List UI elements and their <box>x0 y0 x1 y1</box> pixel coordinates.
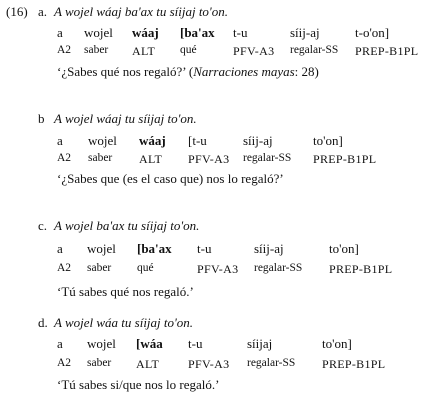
morph-word: wojel <box>87 336 116 351</box>
gloss-word: regalar-SS <box>254 262 303 274</box>
gloss-word: qué <box>137 262 154 274</box>
sub-example-label-a: a. <box>38 4 48 19</box>
gloss-word: PREP-B1PL <box>329 262 393 276</box>
gloss-word: PFV-A3 <box>197 262 239 276</box>
headline-c: A wojel ba'ax tu síijaj to'on. <box>54 218 200 233</box>
sub-example-label-b: b <box>38 111 45 126</box>
gloss-word: PREP-B1PL <box>313 152 377 166</box>
gloss-word: saber <box>87 357 112 369</box>
gloss-line-a <box>0 44 429 61</box>
gloss-word: ALT <box>132 44 156 58</box>
morph-word: t-o'on] <box>355 25 390 40</box>
morpheme-line-d <box>0 336 429 353</box>
translation-text: ‘¿Sabes qué nos regaló?’ ( <box>57 64 194 79</box>
translation-b: ‘¿Sabes que (es el caso que) nos lo regaló?’ <box>57 171 284 186</box>
morph-word: t-u <box>197 241 212 256</box>
morph-word: a <box>57 25 63 40</box>
morph-word: a <box>57 241 63 256</box>
gloss-word: saber <box>87 262 112 274</box>
morph-word: síij-aj <box>290 25 320 40</box>
morph-word: a <box>57 133 63 148</box>
headline-a: A wojel wáaj ba'ax tu síijaj to'on. <box>54 4 228 19</box>
morpheme-line-a <box>0 25 429 42</box>
gloss-word: ALT <box>139 152 163 166</box>
gloss-word: A2 <box>57 44 72 56</box>
gloss-word: PFV-A3 <box>188 152 230 166</box>
gloss-line-b <box>0 152 429 169</box>
morph-word: síij-aj <box>243 133 273 148</box>
morph-word: [ba'ax <box>180 25 215 40</box>
sub-example-label-c: c. <box>38 218 48 233</box>
morph-word: wáaj <box>139 133 166 148</box>
morph-word: t-u <box>188 336 203 351</box>
gloss-word: saber <box>84 44 109 56</box>
morph-word: síij-aj <box>254 241 284 256</box>
gloss-word: PFV-A3 <box>233 44 275 58</box>
morpheme-line-b <box>0 133 429 150</box>
translation-d: ‘Tú sabes si/que nos lo regaló.’ <box>57 377 220 392</box>
citation-page: : 28) <box>294 64 319 79</box>
citation-source: Narraciones mayas <box>193 64 295 79</box>
morph-word: síijaj <box>247 336 273 351</box>
gloss-word: A2 <box>57 357 72 369</box>
morph-word: to'on] <box>313 133 343 148</box>
gloss-word: A2 <box>57 152 72 164</box>
morpheme-line-c <box>0 241 429 258</box>
gloss-word: PREP-B1PL <box>322 357 386 371</box>
morph-word: to'on] <box>329 241 359 256</box>
morph-word: wojel <box>84 25 113 40</box>
gloss-word: regalar-SS <box>243 152 292 164</box>
morph-word: wáaj <box>132 25 159 40</box>
morph-word: to'on] <box>322 336 352 351</box>
sub-example-label-d: d. <box>38 315 48 330</box>
morph-word: [wáa <box>136 336 163 351</box>
gloss-word: regalar-SS <box>290 44 339 56</box>
morph-word: wojel <box>88 133 117 148</box>
gloss-line-d <box>0 357 429 374</box>
gloss-word: ALT <box>136 357 160 371</box>
morph-word: wojel <box>87 241 116 256</box>
gloss-word: saber <box>88 152 113 164</box>
translation-c: ‘Tú sabes qué nos regaló.’ <box>57 284 194 299</box>
morph-word: [t-u <box>188 133 207 148</box>
gloss-line-c <box>0 262 429 279</box>
headline-b: A wojel wáaj tu síijaj to'on. <box>54 111 197 126</box>
translation-a <box>57 64 319 80</box>
morph-word: [ba'ax <box>137 241 172 256</box>
morph-word: a <box>57 336 63 351</box>
gloss-word: qué <box>180 44 197 56</box>
gloss-word: PREP-B1PL <box>355 44 419 58</box>
gloss-word: PFV-A3 <box>188 357 230 371</box>
gloss-word: A2 <box>57 262 72 274</box>
headline-d: A wojel wáa tu síijaj to'on. <box>54 315 194 330</box>
example-number: (16) <box>6 4 28 19</box>
gloss-word: regalar-SS <box>247 357 296 369</box>
morph-word: t-u <box>233 25 248 40</box>
